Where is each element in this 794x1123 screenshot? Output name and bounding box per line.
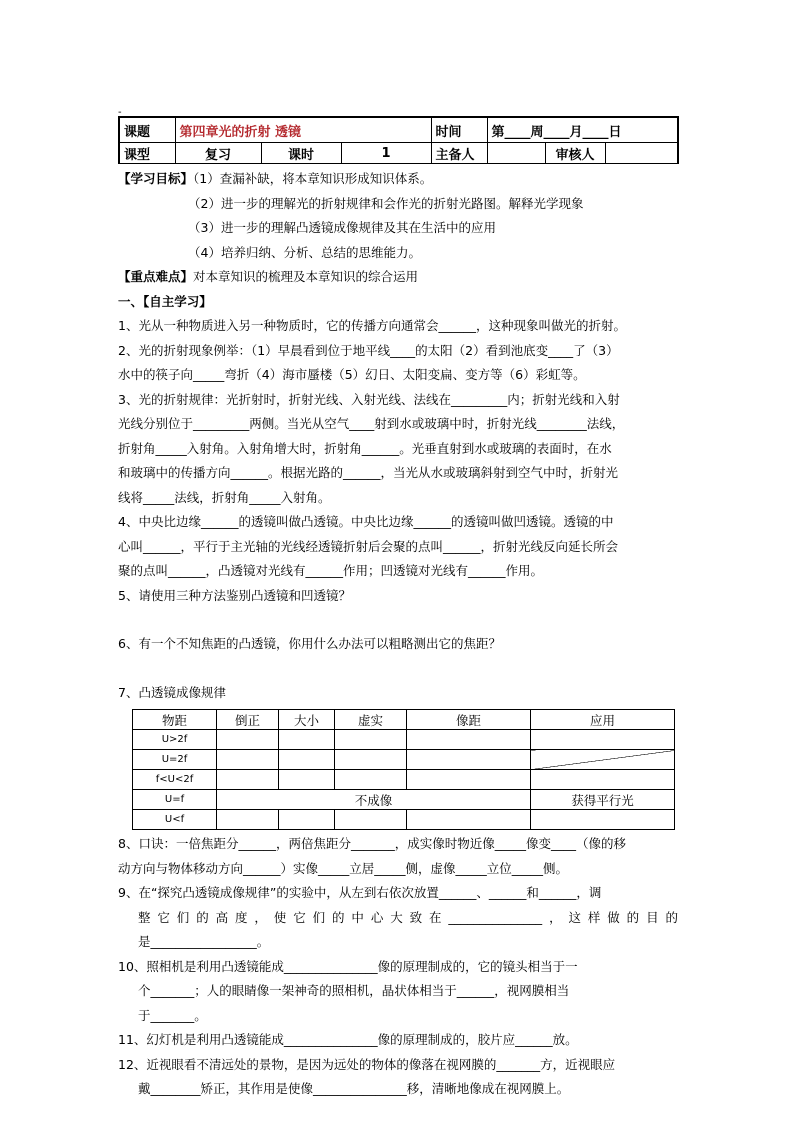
table-row — [133, 730, 675, 750]
row-label-u-eq-f: U=f — [133, 790, 217, 810]
question-12-line-2: 戴________矫正，其作用是使像_______________移，清晰地像成在视网膜上。 — [138, 1081, 570, 1096]
lesson-topic: 第四章光的折射 透镜 — [175, 117, 431, 143]
lens-imaging-table — [132, 709, 675, 830]
row-label-u-gt-2f: U>2f — [133, 730, 217, 750]
header-orientation: 倒正 — [217, 710, 279, 730]
review-value — [605, 143, 678, 164]
period-label: 课时 — [261, 143, 341, 164]
question-2-line-1: 2、光的折射现象例举：（1）早晨看到位于地平线____的太阳（2）看到池底变____了（3） — [118, 342, 619, 358]
question-10-line-2: 个_______；人的眼睛像一架神奇的照相机，晶状体相当于______，视网膜相当 — [138, 983, 570, 998]
table-row — [133, 810, 675, 830]
section-title: 一、【自主学习】 — [118, 293, 212, 309]
period-value: 1 — [341, 143, 431, 164]
question-9-line-3: 是_________________。 — [138, 934, 270, 949]
question-4-line-2: 心叫______，平行于主光轴的光线经透镜折射后会聚的点叫______，折射光线反向延长所会 — [118, 538, 619, 554]
question-3-line-5: 线将_____法线，折射角_____入射角。 — [118, 489, 331, 505]
question-8-line-1: 8、口诀：一倍焦距分______，两倍焦距分_______，成实像时物近像_____像变____（像的移 — [118, 836, 626, 851]
table-row — [133, 750, 675, 770]
diagonal-cell — [531, 750, 675, 770]
key-points-line — [118, 265, 678, 290]
type-value: 复习 — [175, 143, 261, 164]
question-10-line-3: 于_______。 — [138, 1007, 207, 1023]
worksheet-body — [118, 167, 678, 1102]
table-row — [133, 770, 675, 790]
review-label: 审核人 — [545, 143, 605, 164]
question-3-line-1: 3、光的折射规律：光折射时，折射光线、入射光线、法线在_________内；折射光线和入射 — [118, 391, 620, 407]
question-7-title: 7、凸透镜成像规律 — [118, 684, 226, 700]
type-label: 课型 — [119, 143, 175, 164]
question-8-line-2: 动方向与物体移动方向______）实像_____立居_____侧，虚像_____立位_____侧。 — [118, 860, 569, 876]
question-9-line-1: 9、在“探究凸透镜成像规律”的实验中，从左到右依次放置______、______和______，调 — [118, 885, 602, 900]
question-3-line-4: 和玻璃中的传播方向______。根据光路的______，当光从水或玻璃斜射到空气中时，折射光 — [118, 465, 619, 480]
lesson-header-table — [118, 116, 679, 164]
row-label-u-lt-f: U<f — [133, 810, 217, 830]
question-9-line-2: 整它们的高度，使它们的中心大致在_______________，这样做的目的 — [138, 909, 678, 925]
question-12-line-1: 12、近视眼看不清远处的景物，是因为远处的物体的像落在视网膜的_______方，近视眼应 — [118, 1056, 616, 1072]
table-row — [133, 790, 675, 810]
question-6: 6、有一个不知焦距的凸透镜，你用什么办法可以粗略测出它的焦距？ — [118, 636, 501, 651]
question-4-line-1: 4、中央比边缘______的透镜叫做凸透镜。中央比边缘______的透镜叫做凹透镜。透镜的中 — [118, 514, 614, 529]
key-points-text: 对本章知识的梳理及本章知识的综合运用 — [193, 269, 419, 284]
time-label: 时间 — [431, 117, 487, 143]
question-11: 11、幻灯机是利用凸透镜能成_______________像的原理制成的，胶片应______放。 — [118, 1032, 578, 1047]
question-3-line-2: 光线分别位于_________两侧。当光从空气____射到水或玻璃中时，折射光线________法线， — [118, 416, 625, 431]
header-object-distance: 物距 — [133, 710, 217, 730]
header-size: 大小 — [279, 710, 335, 730]
objective-4: （4）培养归纳、分析、总结的思维能力。 — [188, 244, 421, 260]
time-value: 第____周____月____日 — [487, 117, 678, 143]
topic-label: 课题 — [119, 117, 175, 143]
row-label-u-eq-2f: U=2f — [133, 750, 217, 770]
corner-mark: - — [118, 107, 122, 118]
key-points-label: 【重点难点】 — [118, 269, 194, 284]
question-3-line-3: 折射角_____入射角。入射角增大时，折射角______。光垂直射到水或玻璃的表面时，在水 — [118, 440, 612, 456]
lead-label: 主备人 — [431, 143, 487, 164]
question-2-line-2: 水中的筷子向_____弯折（4）海市蜃楼（5）幻日、太阳变扁、变方等（6）彩虹等。 — [118, 367, 586, 382]
question-4-line-3: 聚的点叫______，凸透镜对光线有______作用；凹透镜对光线有______作用。 — [118, 563, 544, 578]
objective-2: （2）进一步的理解光的折射规律和会作光的折射光路图。解释光学现象 — [188, 195, 584, 211]
header-application: 应用 — [531, 710, 675, 730]
question-1: 1、光从一种物质进入另一种物质时，它的传播方向通常会______，这种现象叫做光的折射。 — [118, 318, 626, 333]
no-image-cell: 不成像 — [217, 790, 531, 810]
header-real-virtual: 虚实 — [335, 710, 407, 730]
question-5: 5、请使用三种方法鉴别凸透镜和凹透镜？ — [118, 587, 351, 603]
parallel-light-cell: 获得平行光 — [531, 790, 675, 810]
objectives-label: 【学习目标】 — [118, 171, 194, 186]
row-label-f-lt-u-lt-2f: f<U<2f — [133, 770, 217, 790]
header-image-distance: 像距 — [407, 710, 531, 730]
objective-3: （3）进一步的理解凸透镜成像规律及其在生活中的应用 — [188, 220, 496, 235]
lead-value — [487, 143, 545, 164]
objective-1: （1）查漏补缺，将本章知识形成知识体系。 — [193, 171, 433, 186]
objectives-line — [118, 167, 678, 192]
lens-table-header — [133, 710, 675, 730]
question-10-line-1: 10、照相机是利用凸透镜能成_______________像的原理制成的，它的镜头相当于一 — [118, 958, 578, 974]
